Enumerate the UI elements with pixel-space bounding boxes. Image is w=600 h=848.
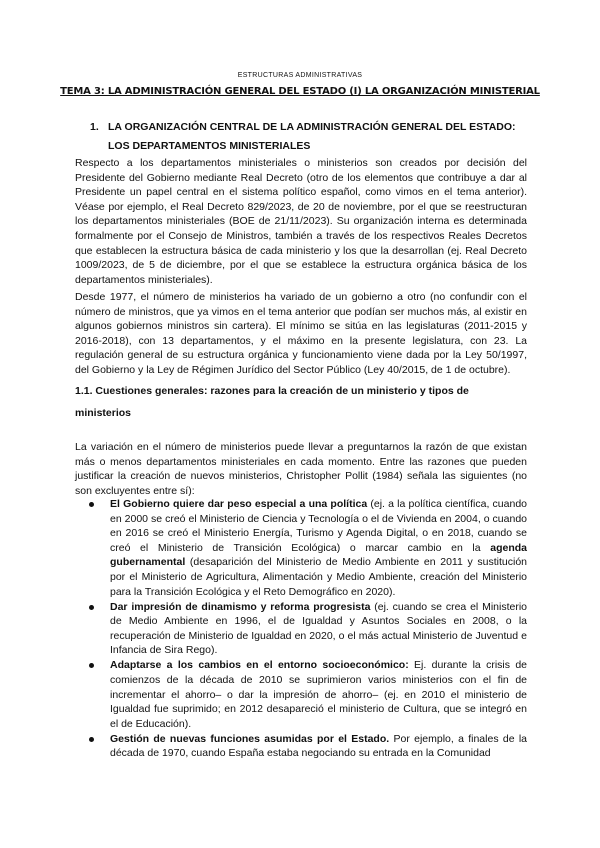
item-bold: Dar impresión de dinamismo y reforma progresista [110, 600, 371, 613]
section-title-line2: LOS DEPARTAMENTOS MINISTERIALES [108, 140, 311, 152]
paragraph-3: La variación en el número de ministerios puede llevar a preguntarnos la razón de que existan más o menos departamentos ministeriales en cada momento. Entre las razones que pueden justificar la creación de nuevos ministerios, Christopher Pollit (1984) señala las siguientes (no son excluyentes entre sí): [75, 441, 527, 497]
item-text-2: (desaparición del Ministerio de Medio Ambiente en 2011 y sustitución por el Ministerio de Agricultura, Alimentación y Medio Ambiente, creación del Ministerio para la Transición Ecológica y el Reto Demográfico en 2020). [110, 556, 527, 598]
list-item [75, 732, 527, 761]
list-item [75, 497, 527, 599]
paragraph-1: Respecto a los departamentos ministeriales o ministerios son creados por decisión del Presidente del Gobierno mediante Real Decreto (otro de los elementos que contribuye a dar al Presidente un papel central en el sistema político español, como vimos en el tema anterior). Véase por ejemplo, el Real Decreto 829/2023, de 20 de noviembre, por el que se reestructuran los departamentos ministeriales (BOE de 21/11/2023). Su organización interna es determinada formalmente por el Consejo de Ministros, también a través de los respectivos Reales Decretos que establecen la estructura básica de cada ministerio y los que la desarrollan (ej. Real Decreto 1009/2023, de 5 de diciembre, por el que se establece la estructura orgánica básica de los departamentos ministeriales). [75, 157, 527, 286]
list-item [75, 600, 527, 658]
item-bold-2: agenda gubernamental [110, 541, 527, 569]
bullet-icon [89, 605, 94, 610]
item-bold: El Gobierno quiere dar peso especial a una política [110, 498, 368, 510]
item-bold: Gestión de nuevas funciones asumidas por el Estado. [110, 732, 390, 745]
tema-title [0, 86, 600, 97]
list-item [75, 658, 527, 731]
bullet-icon [89, 663, 94, 668]
reasons-list [75, 497, 527, 761]
subject-header: ESTRUCTURAS ADMINISTRATIVAS [237, 72, 363, 79]
paragraph-2: Desde 1977, el número de ministerios ha variado de un gobierno a otro (no confundir con el número de ministros, que ya vimos en el tema anterior que podían ser muchos más, al existir en algunos gobiernos ministros sin cartera). El mínimo se sitúa en las legislaturas (2011-2015 y 2016-2018), con 13 departamentos, y el máximo en la presente legislatura, con 23. La regulación general de su estructura orgánica y funcionamiento viene dada por la Ley 50/1997, del Gobierno y la Ley de Régimen Jurídico del Sector Público (Ley 40/2015, de 1 de octubre). [75, 291, 527, 376]
tema-title-text: TEMA 3: LA ADMINISTRACIÓN GENERAL DEL ESTADO (I) LA ORGANIZACIÓN MINISTERIAL [60, 86, 540, 97]
item-bold: Adaptarse a los cambios en el entorno socioeconómico: [110, 659, 409, 672]
item-text: (ej. a la política científica, cuando en 2000 se creó el Ministerio de Ciencia y Tecnología o el de Vivienda en 2004, o cuando en 2016 se creó el Ministerio Energía, Turismo y Agenda Digital, o en 2018, cuando se creó el Ministerio de Transición Ecológica) o marcar cambio en la [110, 498, 527, 554]
section-title-line1: LA ORGANIZACIÓN CENTRAL DE LA ADMINISTRACIÓN GENERAL DEL ESTADO: [108, 121, 516, 133]
item-text: (ej. cuando se crea el Ministerio de Medio Ambiente en 1996, el de Igualdad y Asuntos Sociales en 2008, o la recuperación de Ministerio de Igualdad en 2020, o el más actual Ministerio de Juventud e Infancia de Sira Rego). [110, 600, 527, 657]
item-text: Ej. durante la crisis de comienzos de la década de 2010 se suprimieron varios ministerios con el fin de incrementar el ahorro– o dar la impresión de ahorro– (ej. en 2010 el ministerio de Igualdad fue suprimido; en 2012 desapareció el ministerio de Cultura, que se integró en el de Educación). [110, 659, 527, 730]
bullet-icon [89, 502, 94, 507]
subsection-heading: 1.1. Cuestiones generales: razones para la creación de un ministerio y tipos de ministerios [75, 385, 469, 419]
item-text: Por ejemplo, a finales de la década de 1970, cuando España estaba negociando su entrada en la Comunidad [110, 732, 527, 760]
section-number: 1. [90, 121, 99, 133]
bullet-icon [89, 737, 94, 742]
